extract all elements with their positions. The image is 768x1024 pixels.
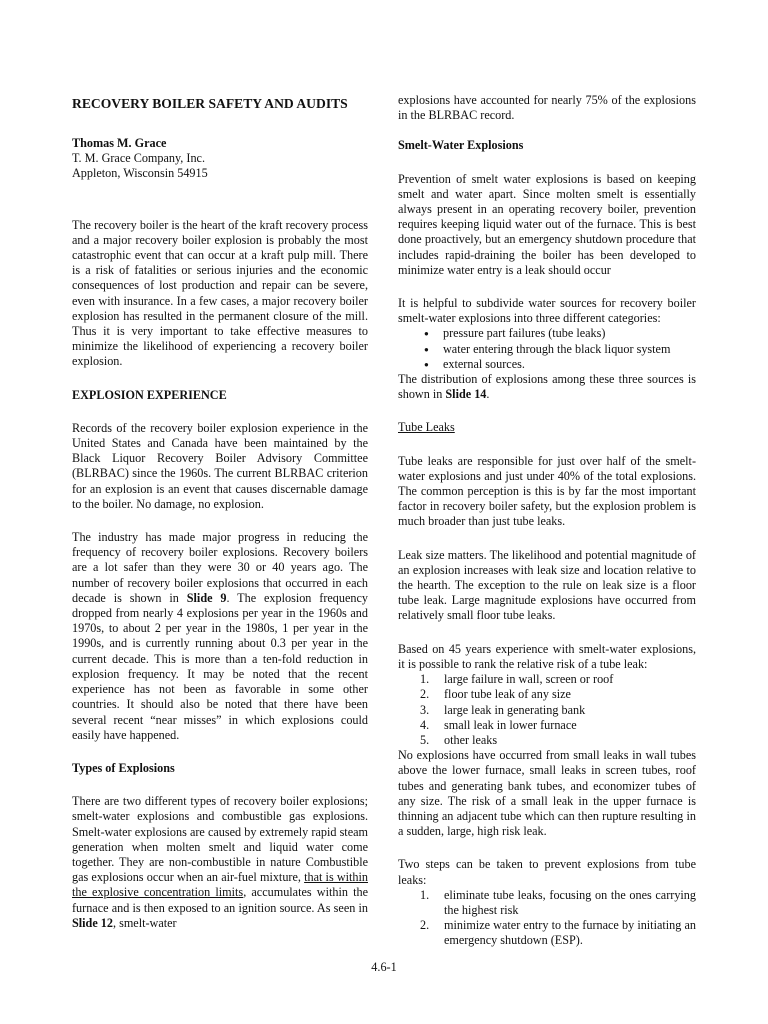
list-item: 2. minimize water entry to the furnace by initiating an emergency shutdown (ESP). (420, 918, 696, 948)
paper-title: RECOVERY BOILER SAFETY AND AUDITS (72, 96, 348, 111)
author-name: Thomas M. Grace (72, 136, 167, 150)
right-column (398, 93, 696, 949)
left-column (72, 93, 368, 931)
paragraph: Leak size matters. The likelihood and potential magnitude of an explosion increases with leak size and location relative to the hearth. The exception to the rule on leak size is a floor tube leak. Large magnitude explosions have occurred from relatively small floor tube leaks. (398, 547, 696, 623)
paragraph: There are two different types of recovery boiler explosions; smelt-water explosions and combustible gas explosions. Smelt-water explosions are caused by extremely rapid steam generation when molten smelt and liquid water come together. They are non-combustible in nature Combustible gas explosions occur when an air-fuel mixture, that is within the explosive concentration limits, accumulates within the furnace and is then exposed to an ignition source. As seen in Slide 12, smelt-water (72, 794, 368, 930)
paragraph: explosions have accounted for nearly 75% of the explosions in the BLRBAC record. (398, 93, 696, 123)
list-item: 1. eliminate tube leaks, focusing on the ones carrying the highest risk (420, 887, 696, 917)
paragraph: No explosions have occurred from small leaks in wall tubes above the lower furnace, small leaks in screen tubes, roof tubes and generating bank tubes, and economizer tubes of any size. The risk of a small leak in the upper furnace is thinning an adjacent tube which can then rupture resulting in a sudden, large, high risk leak. (398, 748, 696, 839)
list-item: ● water entering through the black liquor system (398, 342, 696, 357)
underlined-phrase: that is within the explosive concentration limits (72, 870, 368, 900)
affiliation-line: T. M. Grace Company, Inc. (72, 151, 206, 166)
section-heading: Tube Leaks (398, 420, 455, 435)
list-item: 1. large failure in wall, screen or roof (420, 672, 614, 687)
list-item: ● external sources. (398, 357, 696, 372)
list-item: 3. large leak in generating bank (420, 702, 586, 717)
paragraph: Based on 45 years experience with smelt-water explosions, it is possible to rank the relative risk of a tube leak: (398, 641, 696, 671)
affiliation-line: Appleton, Wisconsin 54915 (72, 166, 208, 181)
risk-ranking-list (398, 672, 696, 748)
paragraph: Prevention of smelt water explosions is based on keeping smelt and water apart. Since molten smelt is essentially always present in an operating recovery boiler, prevention requires keeping liquid water out of the furnace. This is best done proactively, but an emergency shutdown procedure that includes rapid-draining the boiler has been developed to minimize water entry is a leak should occur (398, 171, 696, 277)
slide-reference: Slide 12 (72, 915, 113, 930)
section-heading: Smelt-Water Explosions (398, 138, 524, 153)
slide-reference: Slide 9 (186, 590, 227, 605)
bullet-list (398, 326, 696, 372)
list-item: ● pressure part failures (tube leaks) (398, 326, 696, 341)
paragraph: Records of the recovery boiler explosion experience in the United States and Canada have been maintained by the Black Liquor Recovery Boiler Advisory Committee (BLRBAC) since the 1960s. The current BLRBAC criterion for an explosion is an event that causes discernable damage to the boiler. No damage, no explosion. (72, 420, 368, 511)
list-item: 5. other leaks (420, 732, 498, 747)
paragraph: It is helpful to subdivide water sources for recovery boiler smelt-water explosions into three different categories: (398, 296, 696, 326)
list-item: 4. small leak in lower furnace (420, 717, 577, 732)
slide-reference: Slide 14 (445, 387, 487, 402)
section-heading: EXPLOSION EXPERIENCE (72, 387, 227, 402)
paragraph: The distribution of explosions among these three sources is shown in Slide 14. (398, 372, 696, 402)
list-item: 2. floor tube leak of any size (420, 687, 571, 702)
paragraph: Tube leaks are responsible for just over half of the smelt-water explosions and just under 40% of the total explosions. The common perception is this is by far the most important factor in recovery boiler safety, but the explosion problem is much broader than just tube leaks. (398, 453, 696, 529)
paragraph: The industry has made major progress in reducing the frequency of recovery boiler explosions. Recovery boilers are a lot safer than they were 30 or 40 years ago. The number of recovery boiler explosions that occurred in each decade is shown in Slide 9. The explosion frequency dropped from nearly 4 explosions per year in the 1960s and 1970s, to about 2 per year in the 1980s, 1 per year in the 1990s, and is currently running about 0.3 per year in the current decade. This is more than a ten-fold reduction in explosion frequency. It may be noted that the recent experience has not been as favorable in some other countries. It should also be noted that there have been several recent “near misses” in which explosions could easily have happened. (72, 530, 368, 742)
paragraph: Two steps can be taken to prevent explosions from tube leaks: (398, 857, 696, 887)
intro-paragraph: The recovery boiler is the heart of the kraft recovery process and a major recovery boiler explosion is probably the most catastrophic event that can occur at a kraft pulp mill. There is a risk of fatalities or serious injuries and the economic consequences of lost production and repair can be severe, even with insurance. In a few cases, a major recovery boiler explosion has resulted in the permanent closure of the mill. Thus it is very important to take effective measures to minimize the likelihood of experiencing a recovery boiler explosion. (72, 217, 368, 369)
page-number: 4.6-1 (371, 960, 397, 974)
prevention-steps-list (398, 888, 696, 949)
section-heading: Types of Explosions (72, 760, 175, 775)
